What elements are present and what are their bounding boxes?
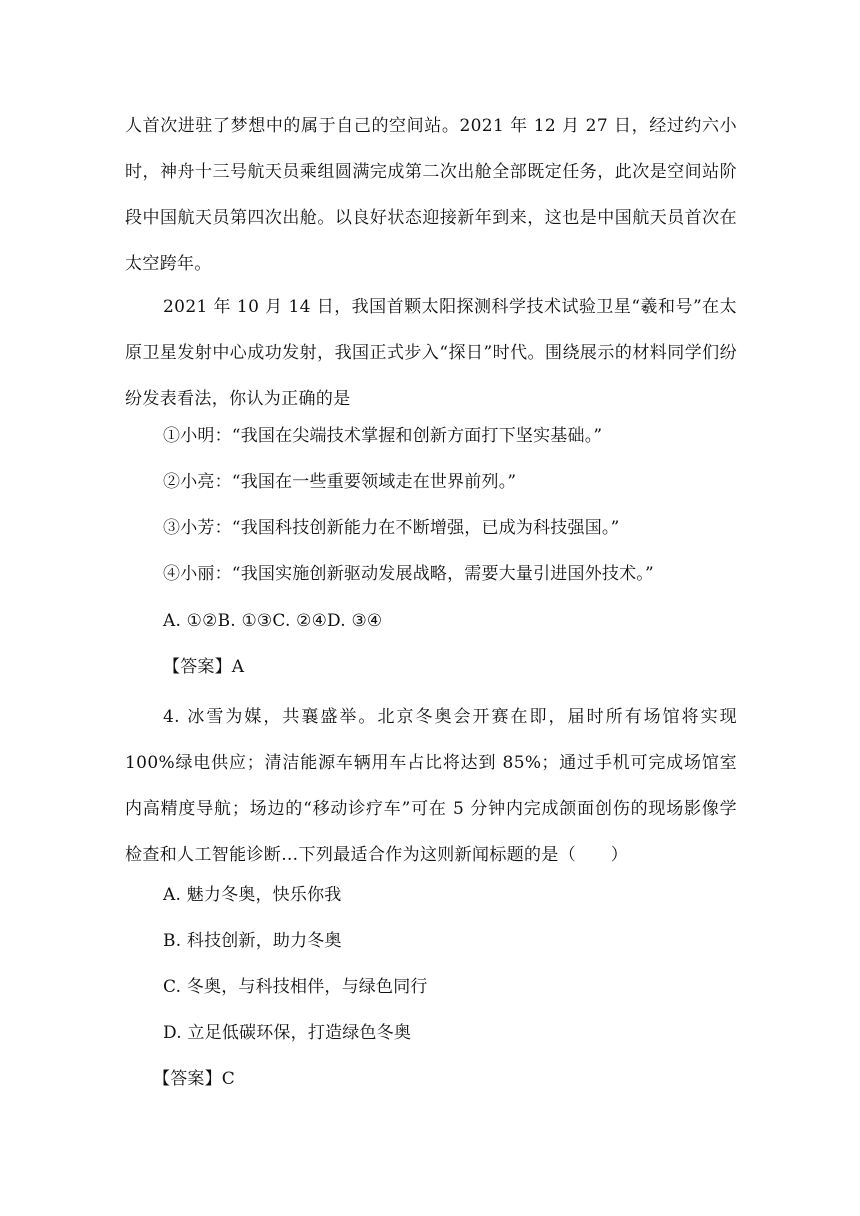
- satellite-question-paragraph: 2021 年 10 月 14 日，我国首颗太阳探测科学技术试验卫星“羲和号”在太原卫星发射中心成功发射，我国正式步入“探日”时代。围绕展示的材料同学们纷纷发表看法，你认为正确的是: [125, 297, 737, 409]
- statement-4: ④小丽：“我国实施创新驱动发展战略，需要大量引进国外技术。”: [163, 564, 654, 584]
- question3-answer: 【答案】A: [163, 657, 245, 677]
- question4-option-b: B. 科技创新，助力冬奥: [163, 931, 342, 951]
- statement-3: ③小芳：“我国科技创新能力在不断增强，已成为科技强国。”: [163, 518, 620, 538]
- statement-1: ①小明：“我国在尖端技术掌握和创新方面打下坚实基础。”: [163, 426, 603, 446]
- question4-answer: 【答案】C: [153, 1069, 236, 1089]
- question4-paragraph: 4. 冰雪为媒，共襄盛举。北京冬奥会开赛在即，届时所有场馆将实现 100%绿电供应；清洁能源车辆用车占比将达到 85%；通过手机可完成场馆室内高精度导航；场边的“移动诊疗车”可在 5 分钟内完成颌面创伤的现场影像学检查和人工智能诊断…下列最适合作为这则新闻标题的是（ ）: [125, 707, 737, 865]
- question3-options: A. ①②B. ①③C. ②④D. ③④: [163, 611, 383, 631]
- continued-paragraph: 人首次进驻了梦想中的属于自己的空间站。2021 年 12 月 27 日，经过约六小时，神舟十三号航天员乘组圆满完成第二次出舱全部既定任务，此次是空间站阶段中国航天员第四次出舱。以良好状态迎接新年到来，这也是中国航天员首次在太空跨年。: [125, 116, 737, 274]
- question4-option-a: A. 魅力冬奥，快乐你我: [163, 885, 342, 905]
- question4-option-d: D. 立足低碳环保，打造绿色冬奥: [163, 1023, 412, 1043]
- question4-option-c: C. 冬奥，与科技相伴，与绿色同行: [163, 977, 428, 997]
- statement-2: ②小亮：“我国在一些重要领域走在世界前列。”: [163, 472, 517, 492]
